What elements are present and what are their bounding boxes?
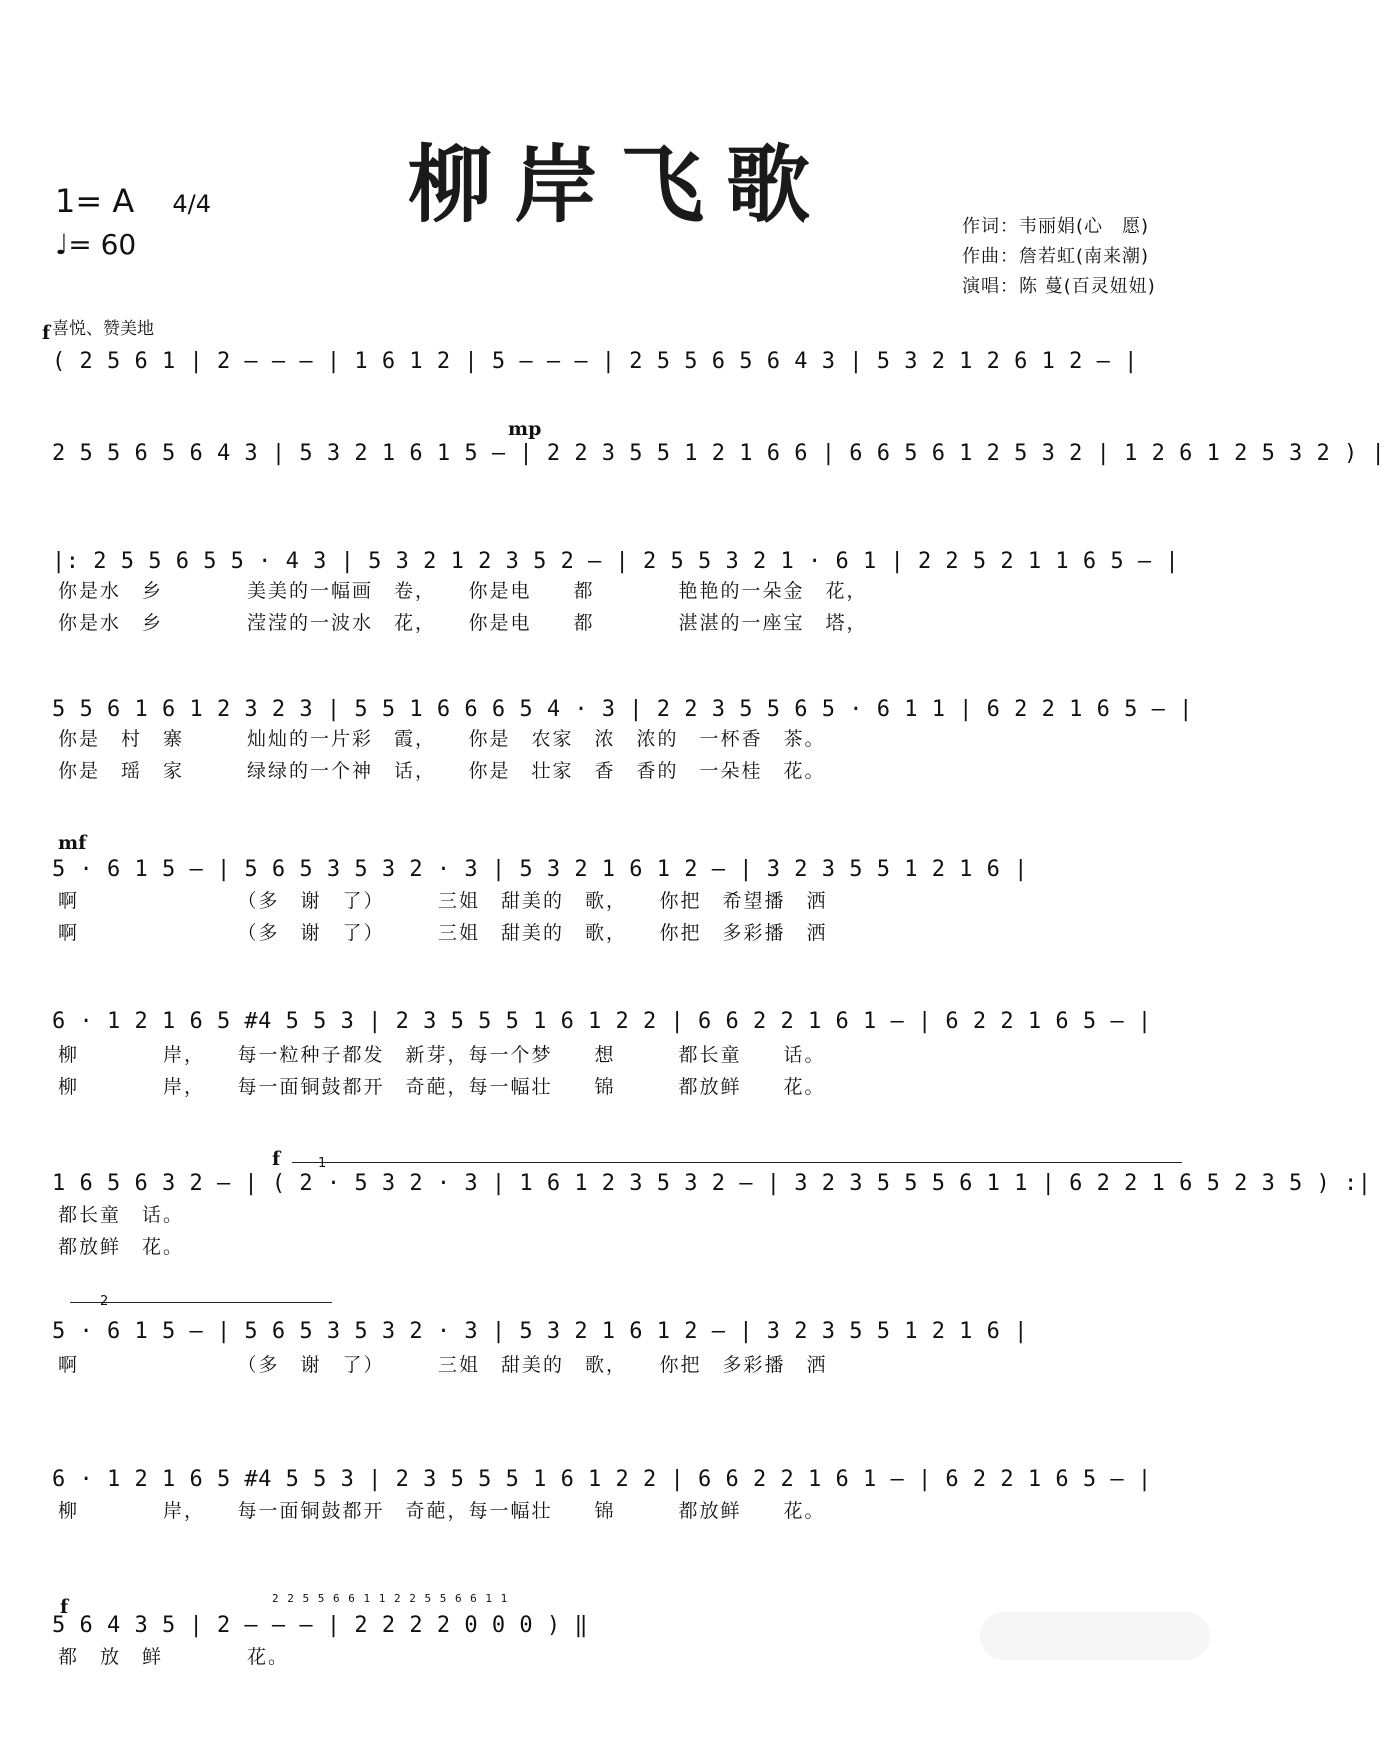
first-ending-bracket	[292, 1162, 1182, 1163]
staff-line-5: 5 · 6 1 5 — | 5 6 5 3 5 3 2 · 3 | 5 3 2 1 6 1 2 — | 3 2 3 5 5 1 2 1 6 |	[52, 857, 1028, 882]
composer-credit: 作曲：詹若虹(南来潮)	[962, 246, 1150, 267]
lyric-line-8: 啊 （多 谢 了） 三姐 甜美的 歌， 你把 多彩播 洒	[58, 1354, 828, 1376]
lyric-line-9: 柳 岸， 每一面铜鼓都开 奇葩，每一幅壮 锦 都放鲜 花。	[58, 1500, 826, 1522]
lyric-line-6-verse-2: 柳 岸， 每一面铜鼓都开 奇葩，每一幅壮 锦 都放鲜 花。	[58, 1076, 826, 1098]
staff-line-4: 5 5 6 1 6 1 2 3 2 3 | 5 5 1 6 6 6 5 4 · 3 | 2 2 3 5 5 6 5 · 6 1 1 | 6 2 2 1 6 5 — |	[52, 697, 1193, 722]
staff-line-3: |: 2 5 5 6 5 5 · 4 3 | 5 3 2 1 2 3 5 2 — | 2 5 5 3 2 1 · 6 1 | 2 2 5 2 1 1 6 5 — |	[52, 549, 1180, 574]
lyric-line-7-verse-2: 都放鲜 花。	[58, 1236, 185, 1258]
dynamic-forte-2: f	[272, 1148, 281, 1170]
lyric-line-3-verse-2: 你是水 乡 滢滢的一波水 花， 你是电 都 湛湛的一座宝 塔，	[58, 612, 868, 634]
second-ending-label: 2	[100, 1294, 109, 1309]
faint-watermark-area	[980, 1612, 1210, 1660]
grace-note-ornament: 2 2 5 5 6 6 1 1 2 2 5 5 6 6 1 1	[272, 1592, 509, 1605]
staff-line-2: 2 5 5 6 5 6 4 3 | 5 3 2 1 6 1 5 — | 2 2 3 5 5 1 2 1 6 6 | 6 6 5 6 1 2 5 3 2 | 1 2 6 1 2 5 3 2 ) |	[52, 441, 1385, 466]
lyric-line-5-verse-1: 啊 （多 谢 了） 三姐 甜美的 歌， 你把 希望播 洒	[58, 890, 828, 912]
time-signature: 4/4	[172, 190, 212, 218]
lyric-line-6-verse-1: 柳 岸， 每一粒种子都发 新芽，每一个梦 想 都长童 话。	[58, 1044, 826, 1066]
staff-line-10: 5 6 4 3 5 | 2 — — — | 2 2 2 2 0 0 0 ) ‖	[52, 1613, 589, 1638]
staff-line-6: 6 · 1 2 1 6 5 #4 5 5 3 | 2 3 5 5 5 1 6 1 2 2 | 6 6 2 2 1 6 1 — | 6 2 2 1 6 5 — |	[52, 1009, 1152, 1034]
staff-line-9: 6 · 1 2 1 6 5 #4 5 5 3 | 2 3 5 5 5 1 6 1 2 2 | 6 6 2 2 1 6 1 — | 6 2 2 1 6 5 — |	[52, 1467, 1152, 1492]
staff-line-7: 1 6 5 6 3 2 — | ( 2 · 5 3 2 · 3 | 1 6 1 2 3 5 3 2 — | 3 2 3 5 5 5 6 1 1 | 6 2 2 1 6 5 2 3 5 ) :|	[52, 1171, 1372, 1196]
lyric-line-5-verse-2: 啊 （多 谢 了） 三姐 甜美的 歌， 你把 多彩播 洒	[58, 922, 828, 944]
singer-credit: 演唱：陈 蔓(百灵妞妞)	[962, 276, 1156, 297]
key-signature	[55, 182, 211, 220]
staff-line-1: ( 2 5 6 1 | 2 — — — | 1 6 1 2 | 5 — — — | 2 5 5 6 5 6 4 3 | 5 3 2 1 2 6 1 2 — |	[52, 349, 1138, 374]
lyric-line-4-verse-1: 你是 村 寨 灿灿的一片彩 霞， 你是 农家 浓 浓的 一杯香 茶。	[58, 728, 826, 750]
dynamic-mezzo-forte: mf	[58, 832, 87, 854]
expression-marking: 喜悦、赞美地	[52, 319, 154, 339]
lyricist-credit: 作词：韦丽娟(心 愿)	[962, 216, 1150, 237]
tempo-marking: ♩= 60	[55, 228, 137, 261]
dynamic-mezzo-piano: mp	[508, 418, 542, 440]
lyric-line-3-verse-1: 你是水 乡 美美的一幅画 卷， 你是电 都 艳艳的一朵金 花，	[58, 580, 868, 602]
first-ending-label: 1	[318, 1156, 327, 1171]
song-title: 柳岸飞歌	[407, 135, 832, 234]
staff-line-8: 5 · 6 1 5 — | 5 6 5 3 5 3 2 · 3 | 5 3 2 1 6 1 2 — | 3 2 3 5 5 1 2 1 6 |	[52, 1319, 1028, 1344]
dynamic-forte-1: f	[42, 322, 51, 344]
lyric-line-7-verse-1: 都长童 话。	[58, 1204, 185, 1226]
dynamic-forte-3: f	[60, 1596, 69, 1618]
second-ending-bracket	[70, 1302, 332, 1303]
lyric-line-4-verse-2: 你是 瑶 家 绿绿的一个神 话， 你是 壮家 香 香的 一朵桂 花。	[58, 760, 826, 782]
key-signature-text: 1= A	[55, 182, 135, 220]
lyric-line-10: 都 放 鲜 花。	[58, 1646, 290, 1668]
